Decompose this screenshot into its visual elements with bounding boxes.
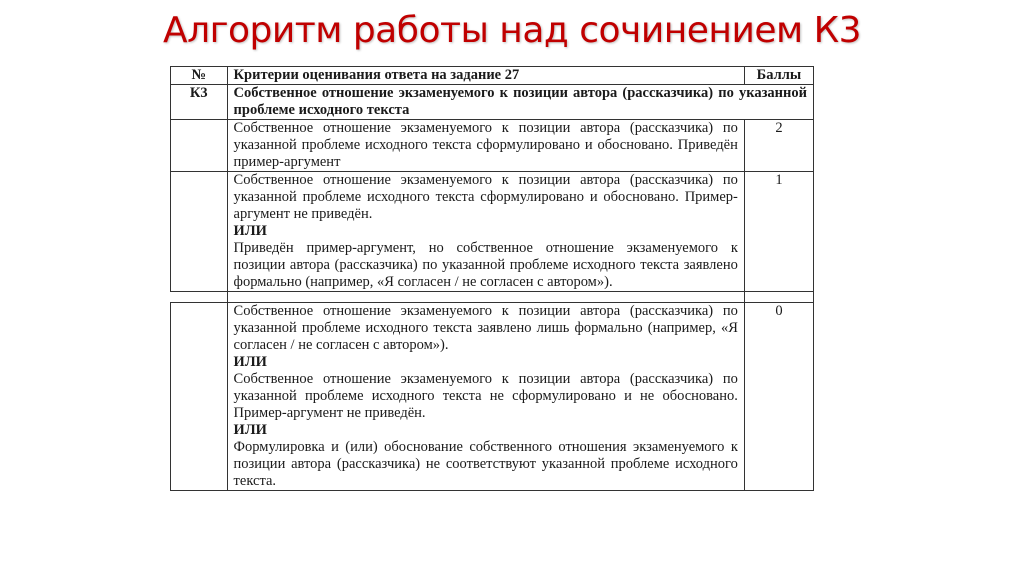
row-criteria: [227, 120, 744, 172]
criteria-table: [170, 66, 814, 491]
criteria-text: Собственное отношение экзаменуемого к позиции автора (рассказчика) по указанной проблеме исходного текста не сформулировано и не обосновано. Пример-аргумент не приведён.: [233, 371, 738, 421]
table-row: [171, 172, 814, 292]
table-row: [171, 303, 814, 491]
k3-title: Собственное отношение экзаменуемого к позиции автора (рассказчика) по указанной проблеме исходного текста: [227, 85, 813, 120]
slide-title: Алгоритм работы над сочинением К3: [162, 10, 862, 51]
row-criteria: [227, 172, 744, 292]
or-label: ИЛИ: [233, 422, 267, 438]
header-num: №: [171, 67, 228, 85]
criteria-text: Формулировка и (или) обоснование собственного отношения экзаменуемого к позиции автора (рассказчика) не соответствуют указанной проблеме исходного текста.: [233, 439, 738, 489]
row-num-cell: [171, 120, 228, 172]
criteria-text: Собственное отношение экзаменуемого к позиции автора (рассказчика) по указанной проблеме исходного текста заявлено лишь формально (например, «Я согласен / не согласен с автором»).: [233, 303, 738, 353]
row-num-cell: [171, 303, 228, 491]
criteria-text: Приведён пример-аргумент, но собственное отношение экзаменуемого к позиции автора (рассказчика) по указанной проблеме исходного текста заявлено формально (например, «Я согласен / не согласен с автором»).: [233, 240, 738, 290]
row-score: 1: [744, 172, 813, 292]
row-num-cell: [171, 172, 228, 292]
criteria-text: Собственное отношение экзаменуемого к позиции автора (рассказчика) по указанной проблеме исходного текста сформулировано и обосновано. Приведён пример-аргумент: [233, 120, 738, 170]
k3-code: К3: [171, 85, 228, 120]
table-row: [171, 120, 814, 172]
page-break-gap: [171, 292, 814, 303]
header-score: Баллы: [744, 67, 813, 85]
or-label: ИЛИ: [233, 223, 267, 239]
k3-row: [171, 85, 814, 120]
or-label: ИЛИ: [233, 354, 267, 370]
table-header-row: [171, 67, 814, 85]
row-score: 2: [744, 120, 813, 172]
header-criteria: Критерии оценивания ответа на задание 27: [227, 67, 744, 85]
criteria-text: Собственное отношение экзаменуемого к позиции автора (рассказчика) по указанной проблеме исходного текста сформулировано и обосновано. Пример-аргумент не приведён.: [233, 172, 738, 222]
row-score: 0: [744, 303, 813, 491]
row-criteria: [227, 303, 744, 491]
criteria-document: [170, 66, 814, 574]
